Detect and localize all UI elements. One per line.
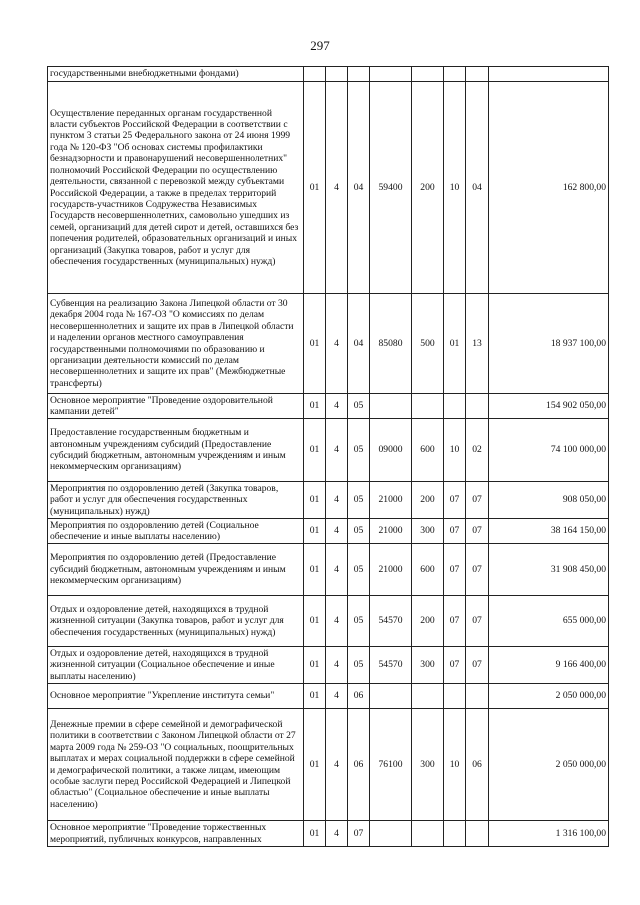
- code-program: 01: [304, 647, 326, 684]
- table-row: [48, 709, 609, 821]
- code-expense-type: 200: [412, 596, 444, 647]
- row-description: государственными внебюджетными фондами): [48, 67, 304, 82]
- code-subprogram: 4: [326, 482, 348, 519]
- code-section: [444, 821, 466, 847]
- row-description: Отдых и оздоровление детей, находящихся в трудной жизненной ситуации (Закупка товаров, работ и услуг для обеспечения государственных (муниципальных) нужд): [48, 596, 304, 647]
- row-amount: 655 000,00: [489, 596, 609, 647]
- code-subprogram: 4: [326, 684, 348, 709]
- code-event: 05: [348, 482, 370, 519]
- code-event: 05: [348, 519, 370, 544]
- code-event: [348, 67, 370, 82]
- code-subprogram: 4: [326, 647, 348, 684]
- code-direction: [370, 821, 412, 847]
- table-row: [48, 394, 609, 419]
- code-expense-type: 200: [412, 82, 444, 294]
- code-subsection: 07: [466, 544, 489, 596]
- code-event: 05: [348, 394, 370, 419]
- table-row: [48, 596, 609, 647]
- table-row: [48, 67, 609, 82]
- code-section: 07: [444, 544, 466, 596]
- code-program: 01: [304, 519, 326, 544]
- row-amount: 162 800,00: [489, 82, 609, 294]
- code-subprogram: [326, 67, 348, 82]
- code-section: 01: [444, 294, 466, 394]
- code-direction: [370, 67, 412, 82]
- code-expense-type: 300: [412, 519, 444, 544]
- code-program: 01: [304, 684, 326, 709]
- code-subprogram: 4: [326, 394, 348, 419]
- row-amount: 908 050,00: [489, 482, 609, 519]
- row-amount: 1 316 100,00: [489, 821, 609, 847]
- code-direction: 09000: [370, 419, 412, 482]
- code-subsection: [466, 394, 489, 419]
- code-direction: 21000: [370, 519, 412, 544]
- code-expense-type: 300: [412, 647, 444, 684]
- row-amount: 74 100 000,00: [489, 419, 609, 482]
- table-row: [48, 294, 609, 394]
- code-section: 10: [444, 419, 466, 482]
- code-direction: 76100: [370, 709, 412, 821]
- row-description: Предоставление государственным бюджетным и автономным учреждениям субсидий (Предоставление субсидий бюджетным, автономным учреждениям и иным некоммерческим организациям): [48, 419, 304, 482]
- code-subsection: 07: [466, 647, 489, 684]
- code-expense-type: [412, 821, 444, 847]
- code-expense-type: [412, 394, 444, 419]
- row-description: Осуществление переданных органам государственной власти субъектов Российской Федерации в соответствии с пунктом 3 статьи 25 Федерального закона от 24 июня 1999 года № 120-ФЗ "Об основах системы профилактики безнадзорности и правонарушений несовершеннолетних" полномочий Российской Федерации по осуществлению деятельности, связанной с перевозкой между субъектами Российской Федерации, а также в пределах территорий государств-участников Содружества Независимых Государств несовершеннолетних, самовольно ушедших из семей, организаций для детей сирот и детей, оставшихся без попечения родителей, образовательных организаций и иных организаций (Закупка товаров, работ и услуг для обеспечения государственных (муниципальных) нужд): [48, 82, 304, 294]
- code-subprogram: 4: [326, 544, 348, 596]
- code-subsection: 07: [466, 482, 489, 519]
- code-subprogram: 4: [326, 82, 348, 294]
- code-section: 07: [444, 596, 466, 647]
- code-event: 05: [348, 596, 370, 647]
- row-description: Основное мероприятие "Проведение торжественных мероприятий, публичных конкурсов, направленных: [48, 821, 304, 847]
- code-section: 10: [444, 709, 466, 821]
- code-section: 07: [444, 519, 466, 544]
- row-amount: [489, 67, 609, 82]
- code-subsection: 07: [466, 519, 489, 544]
- code-subsection: 06: [466, 709, 489, 821]
- code-subsection: [466, 821, 489, 847]
- code-subprogram: 4: [326, 709, 348, 821]
- code-event: 05: [348, 544, 370, 596]
- code-event: 06: [348, 684, 370, 709]
- code-direction: 85080: [370, 294, 412, 394]
- code-subsection: [466, 67, 489, 82]
- code-subprogram: 4: [326, 294, 348, 394]
- code-section: 07: [444, 647, 466, 684]
- row-description: Субвенция на реализацию Закона Липецкой области от 30 декабря 2004 года № 167-ОЗ "О комиссиях по делам несовершеннолетних и защите их прав в Липецкой области и наделении органов местного самоуправления государственными полномочиями по образованию и организации деятельности комиссий по делам несовершеннолетних и защите их прав" (Межбюджетные трансферты): [48, 294, 304, 394]
- table-row: [48, 482, 609, 519]
- table-row: [48, 647, 609, 684]
- code-direction: 21000: [370, 482, 412, 519]
- row-amount: 38 164 150,00: [489, 519, 609, 544]
- code-expense-type: 600: [412, 544, 444, 596]
- row-description: Мероприятия по оздоровлению детей (Закупка товаров, работ и услуг для обеспечения государственных (муниципальных) нужд): [48, 482, 304, 519]
- row-description: Отдых и оздоровление детей, находящихся в трудной жизненной ситуации (Социальное обеспечение и иные выплаты населению): [48, 647, 304, 684]
- row-amount: 31 908 450,00: [489, 544, 609, 596]
- code-direction: 21000: [370, 544, 412, 596]
- table-row: [48, 684, 609, 709]
- code-subprogram: 4: [326, 519, 348, 544]
- code-expense-type: 500: [412, 294, 444, 394]
- budget-table: [47, 66, 609, 847]
- row-amount: 2 050 000,00: [489, 684, 609, 709]
- row-amount: 9 166 400,00: [489, 647, 609, 684]
- code-event: 06: [348, 709, 370, 821]
- row-description: Основное мероприятие "Проведение оздоровительной кампании детей": [48, 394, 304, 419]
- table-row: [48, 519, 609, 544]
- code-expense-type: 300: [412, 709, 444, 821]
- code-event: 05: [348, 647, 370, 684]
- code-section: [444, 394, 466, 419]
- code-program: 01: [304, 821, 326, 847]
- code-expense-type: [412, 67, 444, 82]
- code-section: [444, 67, 466, 82]
- code-subprogram: 4: [326, 821, 348, 847]
- code-event: 04: [348, 294, 370, 394]
- code-subprogram: 4: [326, 419, 348, 482]
- row-description: Мероприятия по оздоровлению детей (Предоставление субсидий бюджетным, автономным учреждениям и иным некоммерческим организациям): [48, 544, 304, 596]
- row-amount: 2 050 000,00: [489, 709, 609, 821]
- code-direction: [370, 394, 412, 419]
- table-row: [48, 544, 609, 596]
- table-row: [48, 821, 609, 847]
- table-row: [48, 419, 609, 482]
- page-number: 297: [310, 38, 330, 53]
- code-event: 04: [348, 82, 370, 294]
- table-row: [48, 82, 609, 294]
- row-amount: 18 937 100,00: [489, 294, 609, 394]
- code-expense-type: 200: [412, 482, 444, 519]
- code-program: 01: [304, 709, 326, 821]
- row-description: Денежные премии в сфере семейной и демографической политики в соответствии с Законом Липецкой области от 27 марта 2009 года № 259-ОЗ "О социальных, поощрительных выплатах и мерах социальной поддержки в сфере семейной и демографической политики, а также лицам, имеющим особые заслуги перед Российской Федерацией и Липецкой областью" (Социальное обеспечение и иные выплаты населению): [48, 709, 304, 821]
- code-section: 10: [444, 82, 466, 294]
- code-expense-type: 600: [412, 419, 444, 482]
- code-direction: 54570: [370, 596, 412, 647]
- code-program: 01: [304, 544, 326, 596]
- code-program: 01: [304, 596, 326, 647]
- code-program: 01: [304, 82, 326, 294]
- code-direction: 59400: [370, 82, 412, 294]
- code-subsection: 02: [466, 419, 489, 482]
- code-section: 07: [444, 482, 466, 519]
- code-subsection: [466, 684, 489, 709]
- code-program: 01: [304, 419, 326, 482]
- code-section: [444, 684, 466, 709]
- code-program: 01: [304, 482, 326, 519]
- row-description: Основное мероприятие "Укрепление института семьи": [48, 684, 304, 709]
- code-event: 07: [348, 821, 370, 847]
- code-subsection: 07: [466, 596, 489, 647]
- code-direction: [370, 684, 412, 709]
- code-program: 01: [304, 294, 326, 394]
- code-subsection: 13: [466, 294, 489, 394]
- row-description: Мероприятия по оздоровлению детей (Социальное обеспечение и иные выплаты населению): [48, 519, 304, 544]
- code-program: [304, 67, 326, 82]
- code-subprogram: 4: [326, 596, 348, 647]
- code-direction: 54570: [370, 647, 412, 684]
- code-event: 05: [348, 419, 370, 482]
- code-subsection: 04: [466, 82, 489, 294]
- code-program: 01: [304, 394, 326, 419]
- row-amount: 154 902 050,00: [489, 394, 609, 419]
- code-expense-type: [412, 684, 444, 709]
